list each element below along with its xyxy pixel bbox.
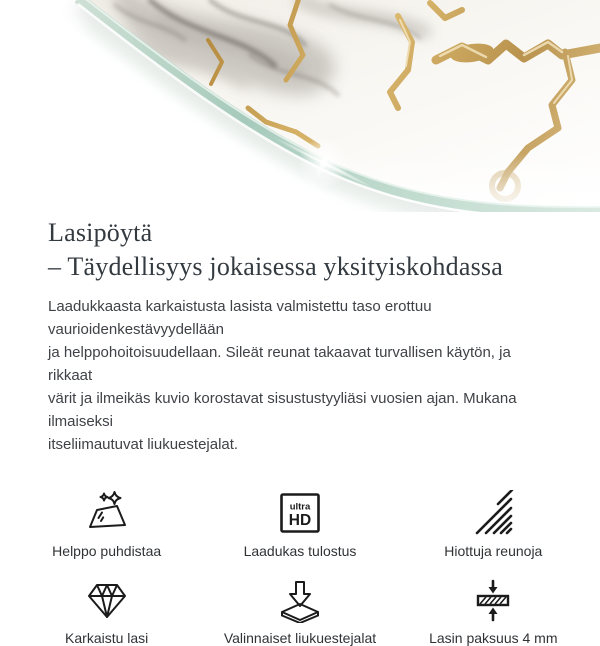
- feature-label: Laadukas tulostus: [243, 543, 357, 559]
- diamond-icon: [84, 575, 130, 623]
- ultra-hd-icon-text-bottom: HD: [288, 512, 312, 529]
- feature-polished-edges: [397, 488, 590, 559]
- polished-edge-icon: [470, 488, 516, 536]
- feature-ultra-hd-print: [203, 488, 396, 559]
- glass-thickness-icon: [470, 575, 516, 623]
- feature-grid: [0, 488, 600, 646]
- anti-slip-feet-icon: [277, 575, 323, 623]
- feature-label: Valinnaiset liukuestejalat: [223, 630, 377, 646]
- product-description: [48, 295, 552, 456]
- feature-label: Helppo puhdistaa: [52, 543, 162, 559]
- feature-anti-slip-feet: [203, 575, 396, 646]
- ultra-hd-icon: [277, 488, 323, 536]
- feature-glass-thickness: [397, 575, 590, 646]
- page-title: [48, 216, 552, 284]
- ultra-hd-icon-text-top: ultra: [289, 501, 311, 513]
- page-title-line1: Lasipöytä: [48, 218, 153, 247]
- description-line: itseliimautuvat liukuestejalat.: [48, 436, 239, 453]
- description-line: ja helppohoitoisuudellaan. Sileät reunat takaavat turvallisen käytön, ja rikkaat: [48, 344, 511, 384]
- feature-label: Hiottuja reunoja: [444, 543, 543, 559]
- sparkle-clean-icon: [84, 488, 130, 536]
- feature-label: Lasin paksuus 4 mm: [429, 630, 558, 646]
- description-line: Laadukkaasta karkaistusta lasista valmistettu taso erottuu vaurioidenkestävyydellään: [48, 298, 432, 338]
- feature-tempered-glass: [10, 575, 203, 646]
- feature-label: Karkaistu lasi: [65, 630, 149, 646]
- product-hero-image: [0, 0, 600, 212]
- page-title-line2: – Täydellisyys jokaisessa yksityiskohdassa: [48, 252, 503, 281]
- product-info-section: [0, 216, 600, 456]
- feature-easy-clean: [10, 488, 203, 559]
- description-line: värit ja ilmeikäs kuvio korostavat sisustustyyliäsi vuosien ajan. Mukana ilmaiseksi: [48, 390, 517, 430]
